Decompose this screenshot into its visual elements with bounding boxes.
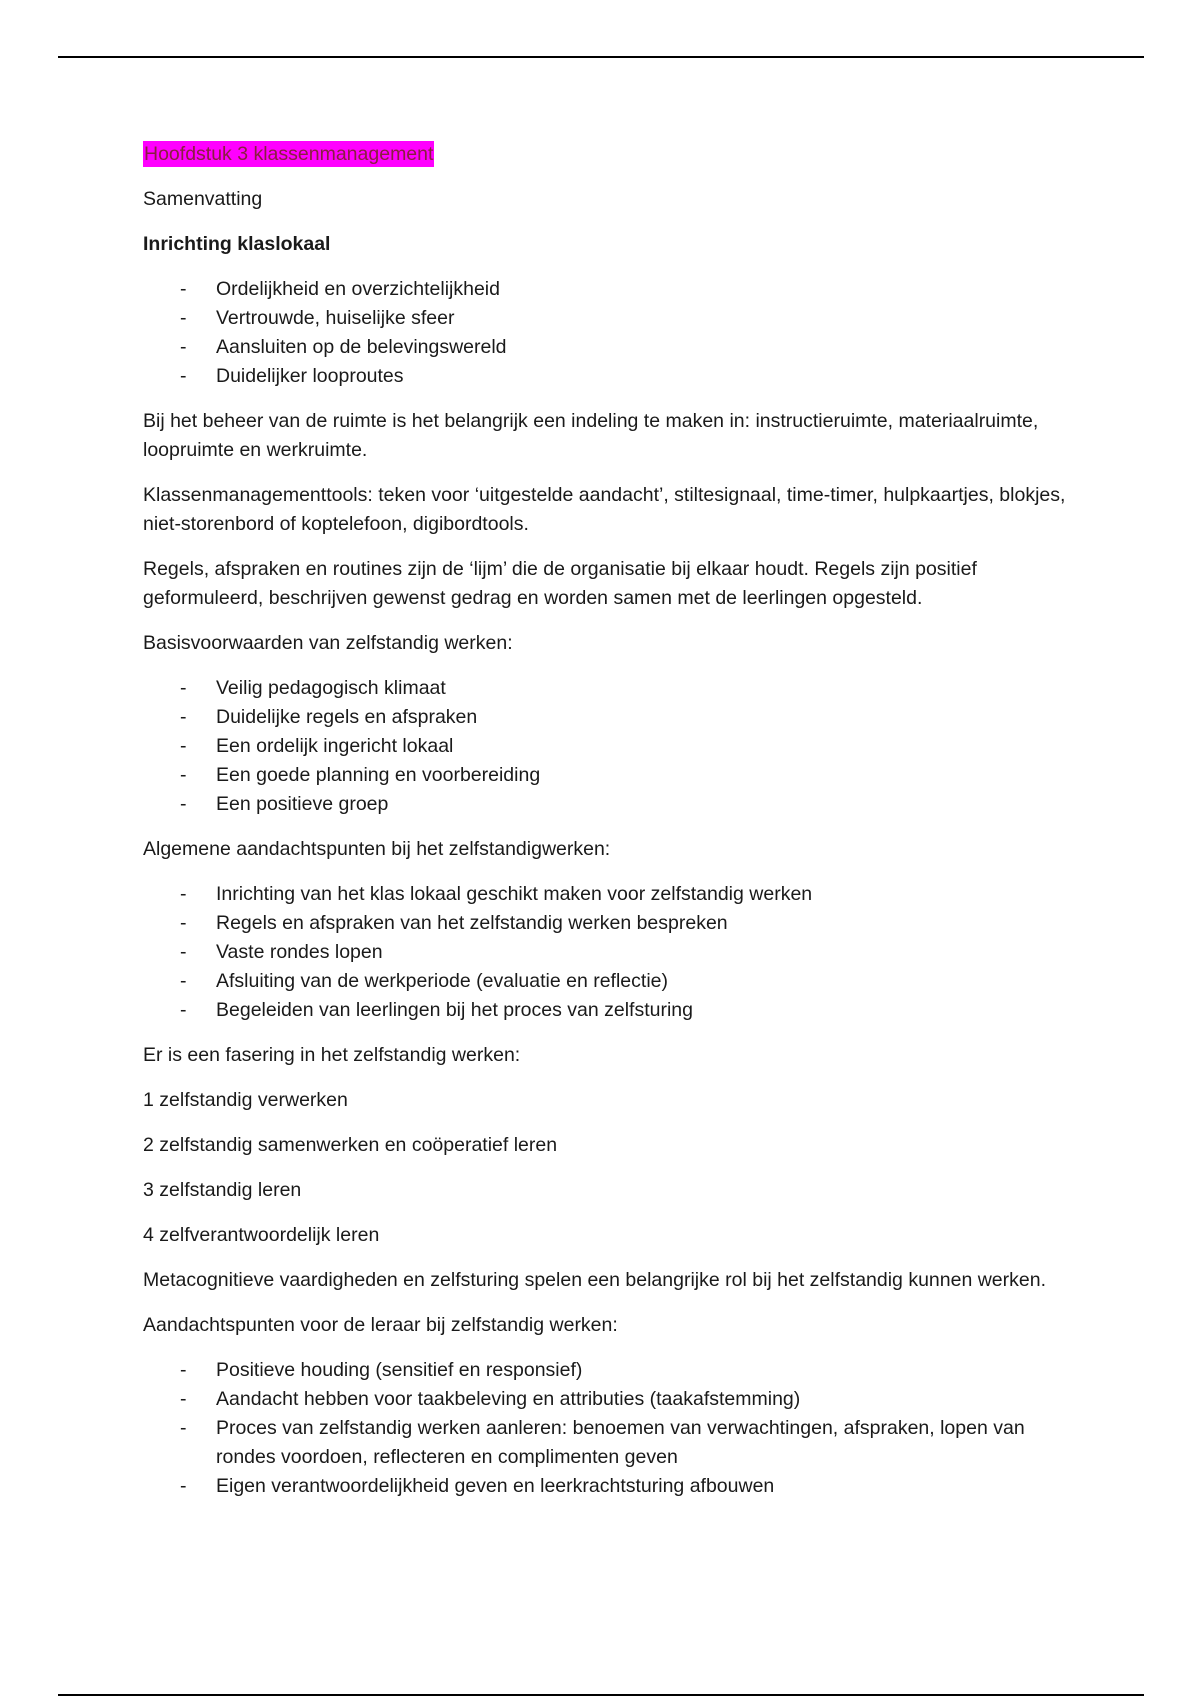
list-item: - Vaste rondes lopen bbox=[143, 938, 1073, 967]
dash-bullet: - bbox=[180, 1475, 187, 1497]
list-item: - Eigen verantwoordelijkheid geven en leerkrachtsturing afbouwen bbox=[143, 1472, 1073, 1501]
list-item: - Duidelijker looproutes bbox=[143, 362, 1073, 391]
section-heading-inrichting: Inrichting klaslokaal bbox=[143, 233, 331, 255]
dash-bullet: - bbox=[180, 278, 187, 300]
list-leraar bbox=[143, 1356, 1073, 1501]
dash-bullet: - bbox=[180, 764, 187, 786]
dash-bullet: - bbox=[180, 336, 187, 358]
list-basisvoorwaarden bbox=[143, 674, 1073, 819]
list-item: - Regels en afspraken van het zelfstandig werken bespreken bbox=[143, 909, 1073, 938]
title-line bbox=[143, 140, 1073, 169]
paragraph-regels: Regels, afspraken en routines zijn de ‘lijm’ die de organisatie bij elkaar houdt. Regels zijn positief geformuleerd, beschrijven gewenst gedrag en worden samen met de leerlingen opgesteld. bbox=[143, 558, 977, 609]
fase-item: 1 zelfstandig verwerken bbox=[143, 1089, 348, 1111]
dash-bullet: - bbox=[180, 999, 187, 1021]
header-rule bbox=[58, 56, 1144, 58]
list-item: - Positieve houding (sensitief en responsief) bbox=[143, 1356, 1073, 1385]
list-algemeen bbox=[143, 880, 1073, 1025]
paragraph-tools: Klassenmanagementtools: teken voor ‘uitgestelde aandacht’, stiltesignaal, time-timer, hulpkaartjes, blokjes, niet-storenbord of koptelefoon, digibordtools. bbox=[143, 484, 1066, 535]
dash-bullet: - bbox=[180, 912, 187, 934]
list-item: - Aandacht hebben voor taakbeleving en attributies (taakafstemming) bbox=[143, 1385, 1073, 1414]
subtitle: Samenvatting bbox=[143, 188, 263, 210]
dash-bullet: - bbox=[180, 793, 187, 815]
list-item: - Afsluiting van de werkperiode (evaluatie en reflectie) bbox=[143, 967, 1073, 996]
list-item: - Vertrouwde, huiselijke sfeer bbox=[143, 304, 1073, 333]
dash-bullet: - bbox=[180, 735, 187, 757]
list-item: - Begeleiden van leerlingen bij het proces van zelfsturing bbox=[143, 996, 1073, 1025]
list-item: - Aansluiten op de belevingswereld bbox=[143, 333, 1073, 362]
dash-bullet: - bbox=[180, 706, 187, 728]
list-item: - Een positieve groep bbox=[143, 790, 1073, 819]
dash-bullet: - bbox=[180, 1417, 187, 1439]
dash-bullet: - bbox=[180, 883, 187, 905]
fase-item: 2 zelfstandig samenwerken en coöperatief leren bbox=[143, 1134, 558, 1156]
list-item: - Een ordelijk ingericht lokaal bbox=[143, 732, 1073, 761]
list-item: - Ordelijkheid en overzichtelijkheid bbox=[143, 275, 1073, 304]
footer-rule bbox=[58, 1694, 1144, 1696]
paragraph-fasering: Er is een fasering in het zelfstandig werken: bbox=[143, 1044, 521, 1066]
list-item: - Duidelijke regels en afspraken bbox=[143, 703, 1073, 732]
paragraph-algemeen: Algemene aandachtspunten bij het zelfstandigwerken: bbox=[143, 838, 611, 860]
document-body bbox=[143, 140, 1073, 1517]
paragraph-metacognitie: Metacognitieve vaardigheden en zelfsturing spelen een belangrijke rol bij het zelfstandig kunnen werken. bbox=[143, 1269, 1046, 1291]
dash-bullet: - bbox=[180, 307, 187, 329]
list-item: - Veilig pedagogisch klimaat bbox=[143, 674, 1073, 703]
dash-bullet: - bbox=[180, 1388, 187, 1410]
list-item: - Een goede planning en voorbereiding bbox=[143, 761, 1073, 790]
document-title: Hoofdstuk 3 klassenmanagement bbox=[144, 143, 434, 165]
dash-bullet: - bbox=[180, 970, 187, 992]
dash-bullet: - bbox=[180, 1359, 187, 1381]
list-item: - Inrichting van het klas lokaal geschikt maken voor zelfstandig werken bbox=[143, 880, 1073, 909]
paragraph-ruimte: Bij het beheer van de ruimte is het belangrijk een indeling te maken in: instructieruimte, materiaalruimte, loopruimte en werkruimte. bbox=[143, 410, 1039, 461]
fase-item: 3 zelfstandig leren bbox=[143, 1179, 302, 1201]
list-inrichting bbox=[143, 275, 1073, 391]
fase-item: 4 zelfverantwoordelijk leren bbox=[143, 1224, 380, 1246]
dash-bullet: - bbox=[180, 365, 187, 387]
list-item: - Proces van zelfstandig werken aanleren: benoemen van verwachtingen, afspraken, lopen van rondes voordoen, reflecteren en complimenten geven bbox=[143, 1414, 1073, 1472]
dash-bullet: - bbox=[180, 941, 187, 963]
paragraph-basisvoorwaarden: Basisvoorwaarden van zelfstandig werken: bbox=[143, 632, 513, 654]
paragraph-leraar: Aandachtspunten voor de leraar bij zelfstandig werken: bbox=[143, 1314, 618, 1336]
dash-bullet: - bbox=[180, 677, 187, 699]
